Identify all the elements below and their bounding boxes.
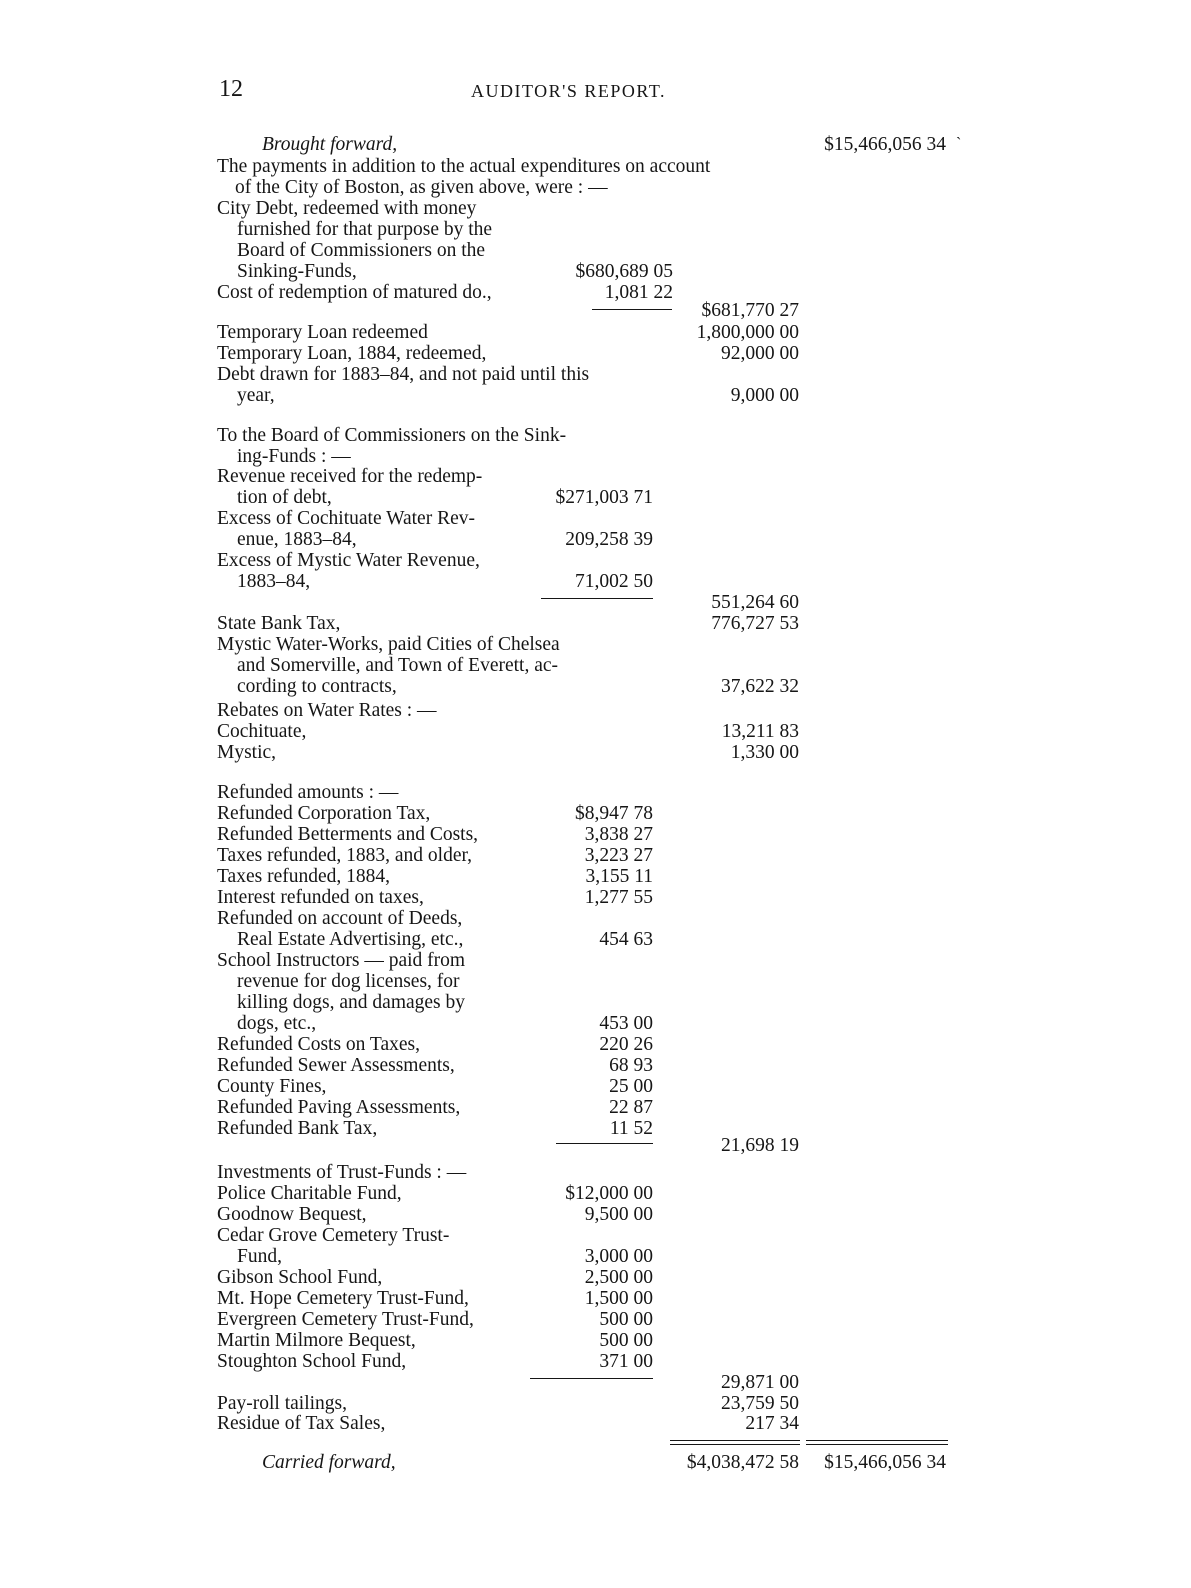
city-debt-line-1: City Debt, redeemed with money [217,198,477,219]
refunded-item-amount: 3,223 27 [584,845,653,866]
refunded-item-label: Refunded Bank Tax, [217,1118,378,1139]
trust-item-amount: $12,000 00 [565,1183,653,1204]
refunded-deeds-amount: 454 63 [599,929,653,950]
carried-forward-label: Carried forward, [262,1452,396,1473]
sinking-cochituate-amount: 209,258 39 [565,529,653,550]
city-debt-line-3: Board of Commissioners on the [237,240,486,261]
sinking-mystic-line-2: 1883–84, [237,571,311,592]
trust-item-amount: 1,500 00 [584,1288,653,1309]
refunded-item-label: Taxes refunded, 1883, and older, [217,845,473,866]
debt-drawn-line-2: year, [237,385,275,406]
trust-item-amount: 500 00 [599,1330,653,1351]
rebates-cochituate-amount: 13,211 83 [721,721,799,742]
sinking-revenue-amount: $271,003 71 [555,487,653,508]
refunded-item-label: County Fines, [217,1076,327,1097]
city-debt-line-4: Sinking-Funds, [237,261,357,282]
refunded-school-amount: 453 00 [599,1013,653,1034]
trust-heading: Investments of Trust-Funds : — [217,1162,467,1183]
trust-item-label: Martin Milmore Bequest, [217,1330,416,1351]
subtotal-rule [530,1378,653,1379]
trust-item-amount: 2,500 00 [584,1267,653,1288]
debt-drawn-amount: 9,000 00 [730,385,799,406]
temp-loan-1884-label: Temporary Loan, 1884, redeemed, [217,343,487,364]
refunded-deeds-line-1: Refunded on account of Deeds, [217,908,463,929]
mystic-works-amount: 37,622 32 [721,676,799,697]
brought-forward-label: Brought forward, [262,134,398,155]
sinking-mystic-line-1: Excess of Mystic Water Revenue, [217,550,480,571]
trust-item-label: Stoughton School Fund, [217,1351,407,1372]
city-debt-amount: $680,689 05 [575,261,673,282]
refunded-item-amount: 11 52 [609,1118,653,1139]
carried-forward-grand: $15,466,056 34 [824,1452,946,1473]
sinking-cochituate-line-1: Excess of Cochituate Water Rev- [217,508,475,529]
refunded-school-line-2: revenue for dog licenses, for [237,971,460,992]
rebates-cochituate-label: Cochituate, [217,721,307,742]
sinking-heading-line-1: To the Board of Commissioners on the Sink- [217,425,567,446]
refunded-school-line-4: dogs, etc., [237,1013,317,1034]
temp-loan-amount: 1,800,000 00 [696,322,799,343]
refunded-heading: Refunded amounts : — [217,782,399,803]
trust-item-label: Goodnow Bequest, [217,1204,367,1225]
rebates-mystic-label: Mystic, [217,742,277,763]
refunded-item-amount: 1,277 55 [584,887,653,908]
trust-item-amount: 371 00 [599,1351,653,1372]
refunded-item-amount: 3,838 27 [584,824,653,845]
total-double-rule [670,1440,800,1445]
temp-loan-1884-amount: 92,000 00 [721,343,799,364]
trust-item-label: Mt. Hope Cemetery Trust-Fund, [217,1288,469,1309]
refunded-item-amount: 3,155 11 [585,866,653,887]
payroll-label: Pay-roll tailings, [217,1393,347,1414]
carried-forward-amount: $4,038,472 58 [686,1452,799,1473]
sinking-revenue-line-2: tion of debt, [237,487,332,508]
sinking-heading-line-2: ing-Funds : — [237,446,351,467]
total-double-rule [806,1440,948,1445]
intro-line-2: of the City of Boston, as given above, were : — [235,177,608,198]
rebates-heading: Rebates on Water Rates : — [217,700,437,721]
refunded-item-label: Refunded Sewer Assessments, [217,1055,455,1076]
refunded-item-label: Interest refunded on taxes, [217,887,424,908]
trust-item-label: Police Charitable Fund, [217,1183,402,1204]
state-bank-tax-amount: 776,727 53 [711,613,799,634]
refunded-item-label: Refunded Paving Assessments, [217,1097,461,1118]
refunded-item-amount: 22 87 [609,1097,653,1118]
sinking-cochituate-line-2: enue, 1883–84, [237,529,357,550]
tax-sales-amount: 217 34 [745,1413,799,1434]
trust-total: 29,871 00 [721,1372,799,1393]
mystic-works-line-1: Mystic Water-Works, paid Cities of Chelsea [217,634,560,655]
temp-loan-label: Temporary Loan redeemed [217,322,428,343]
trust-item-label: Gibson School Fund, [217,1267,383,1288]
debt-drawn-line-1: Debt drawn for 1883–84, and not paid until this [217,364,590,385]
refunded-item-label: Refunded Costs on Taxes, [217,1034,421,1055]
brought-forward-amount: $15,466,056 34 [824,134,946,155]
stray-mark: ` [956,135,962,152]
refunded-item-amount: 25 00 [609,1076,653,1097]
sinking-revenue-line-1: Revenue received for the redemp- [217,466,483,487]
mystic-works-line-3: cording to contracts, [237,676,397,697]
sinking-mystic-amount: 71,002 50 [575,571,653,592]
subtotal-rule [541,598,653,599]
sinking-total: 551,264 60 [711,592,799,613]
refunded-total: 21,698 19 [721,1135,799,1156]
mystic-works-line-2: and Somerville, and Town of Everett, ac- [237,655,559,676]
payroll-amount: 23,759 50 [721,1393,799,1414]
refunded-item-label: Taxes refunded, 1884, [217,866,390,887]
refunded-item-amount: 220 26 [599,1034,653,1055]
tax-sales-label: Residue of Tax Sales, [217,1413,386,1434]
refunded-item-amount: 68 93 [609,1055,653,1076]
redemption-total: $681,770 27 [701,300,799,321]
refunded-item-label: Refunded Betterments and Costs, [217,824,479,845]
running-head: AUDITOR'S REPORT. [471,81,667,101]
refunded-school-line-3: killing dogs, and damages by [237,992,466,1013]
subtotal-rule [556,1143,653,1144]
page-number: 12 [219,76,243,102]
trust-item-label: Evergreen Cemetery Trust-Fund, [217,1309,474,1330]
trust-cedar-amount: 3,000 00 [584,1246,653,1267]
trust-cedar-line-2: Fund, [237,1246,282,1267]
state-bank-tax-label: State Bank Tax, [217,613,341,634]
trust-cedar-line-1: Cedar Grove Cemetery Trust- [217,1225,450,1246]
refunded-item-amount: $8,947 78 [575,803,653,824]
refunded-deeds-line-2: Real Estate Advertising, etc., [237,929,464,950]
refunded-item-label: Refunded Corporation Tax, [217,803,431,824]
redemption-cost-label: Cost of redemption of matured do., [217,282,492,303]
redemption-cost-amount: 1,081 22 [604,282,673,303]
trust-item-amount: 500 00 [599,1309,653,1330]
refunded-school-line-1: School Instructors — paid from [217,950,466,971]
trust-item-amount: 9,500 00 [584,1204,653,1225]
rebates-mystic-amount: 1,330 00 [730,742,799,763]
city-debt-line-2: furnished for that purpose by the [237,219,493,240]
subtotal-rule [592,309,672,310]
intro-line-1: The payments in addition to the actual expenditures on account [217,156,711,177]
